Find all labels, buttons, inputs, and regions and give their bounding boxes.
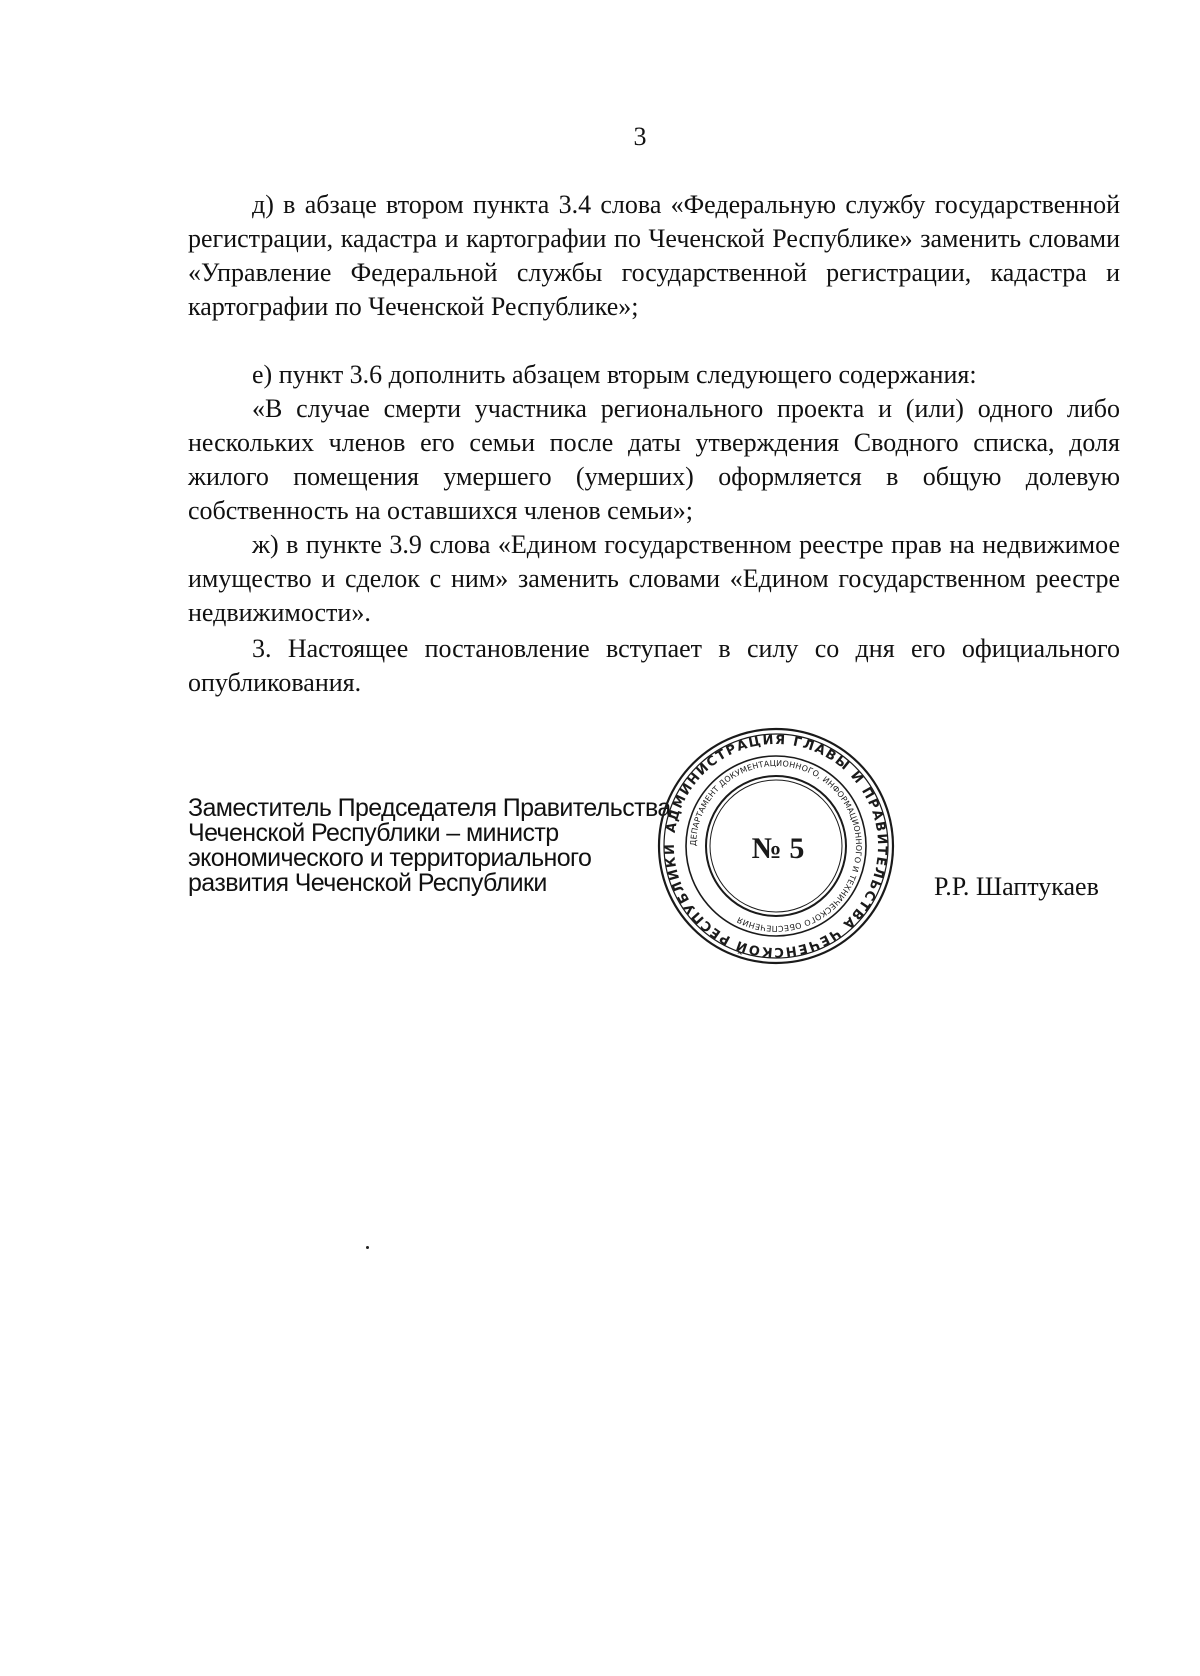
signer-name: Р.Р. Шаптукаев <box>934 872 1099 901</box>
seal-outer-text: АДМИНИСТРАЦИЯ ГЛАВЫ И ПРАВИТЕЛЬСТВА ЧЕЧЕНСКОЙ РЕСПУБЛИКИ <box>662 732 890 960</box>
signer-line: экономического и территориального <box>188 844 592 872</box>
seal-inner-text: ДЕПАРТАМЕНТ ДОКУМЕНТАЦИОННОГО, ИНФОРМАЦИОННОГО И ТЕХНИЧЕСКОГО ОБЕСПЕЧЕНИЯ <box>688 758 864 934</box>
paragraph-quote: «В случае смерти участника регионального проекта и (или) одного либо нескольких членов его семьи после даты утверждения Сводного списка, доля жилого помещения умершего (умерших) оформляется в общую долевую собственность на оставшихся членов семьи»; <box>188 394 1120 525</box>
page-number: 3 <box>633 122 647 151</box>
paragraph-d: д) в абзаце втором пункта 3.4 слова «Федеральную службу государственной регистрации, кадастра и картографии по Чеченской Республике» заменить словами «Управление Федеральной службы государственной регистрации, кадастра и картографии по Чеченской Республике»; <box>188 190 1120 321</box>
signer-line: Заместитель Председателя Правительства <box>188 794 671 822</box>
paragraph-zh: ж) в пункте 3.9 слова «Едином государственном реестре прав на недвижимое имущество и сделок с ним» заменить словами «Едином государственном реестре недвижимости». <box>188 530 1120 627</box>
signer-position <box>188 796 671 896</box>
paragraph-item-3: 3. Настоящее постановление вступает в силу со дня его официального опубликования. <box>188 634 1120 697</box>
official-seal <box>656 726 896 966</box>
signer-line: развития Чеченской Республики <box>188 869 547 897</box>
paragraph-e: е) пункт 3.6 дополнить абзацем вторым следующего содержания: <box>252 360 977 389</box>
signer-line: Чеченской Республики – министр <box>188 819 559 847</box>
scan-speck <box>366 1246 369 1249</box>
seal-number: № 5 <box>751 832 805 865</box>
